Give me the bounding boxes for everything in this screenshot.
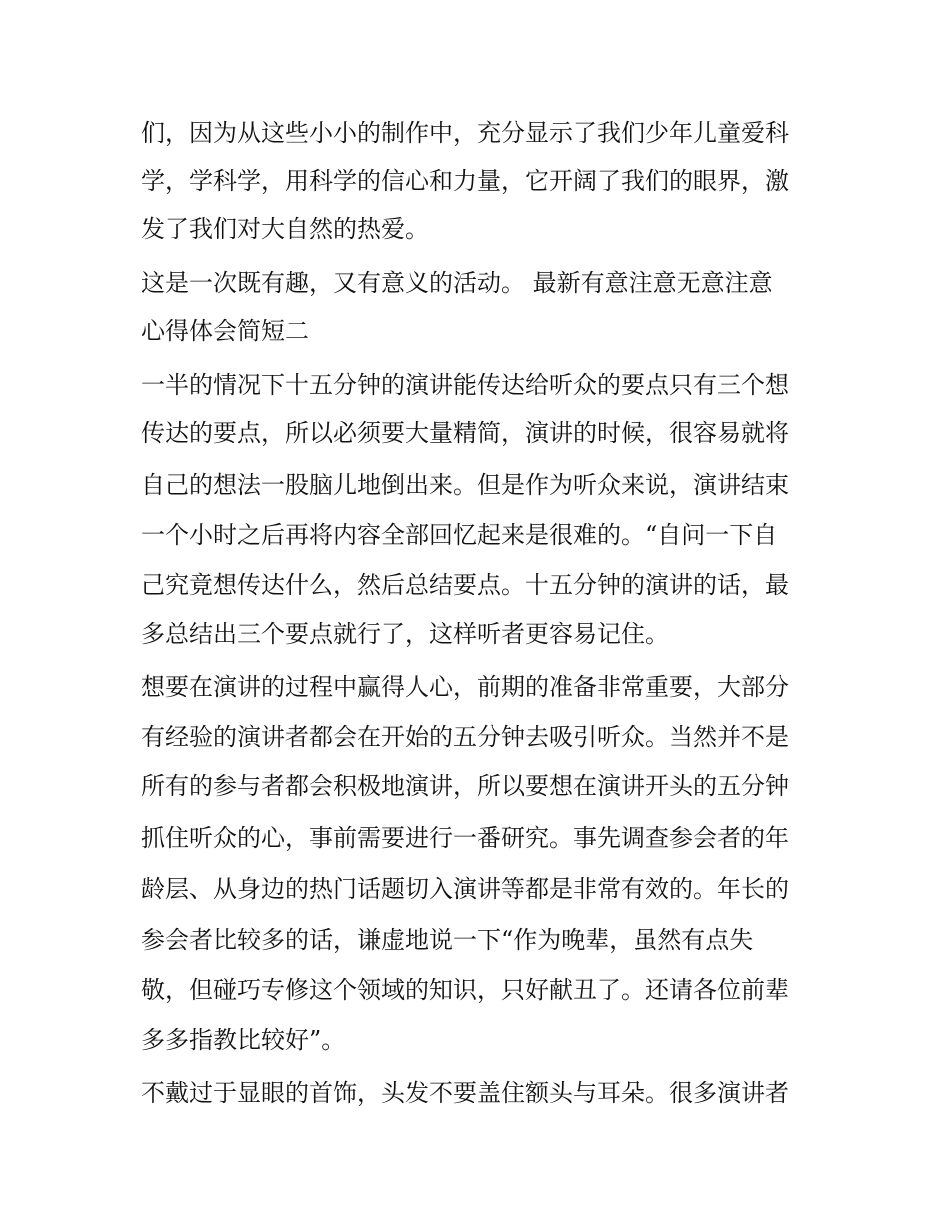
- text-line: 己究竟想传达什么，然后总结要点。十五分钟的演讲的话，最: [141, 571, 789, 599]
- text-line: 自己的想法一股脑儿地倒出来。但是作为听众来说，演讲结束: [141, 471, 789, 499]
- text-line: 一个小时之后再将内容全部回忆起来是很难的。“自问一下自: [141, 521, 778, 549]
- text-line: 们，因为从这些小小的制作中，充分显示了我们少年儿童爱科: [141, 119, 789, 147]
- text-line: 传达的要点，所以必须要大量精简，演讲的时候，很容易就将: [141, 419, 789, 447]
- text-line: 想要在演讲的过程中赢得人心，前期的准备非常重要，大部分: [141, 673, 789, 701]
- text-line: 龄层、从身边的热门话题切入演讲等都是非常有效的。年长的: [141, 875, 789, 903]
- text-line: 多多指教比较好”。: [141, 1026, 346, 1054]
- text-line: 不戴过于显眼的首饰，头发不要盖住额头与耳朵。很多演讲者: [141, 1079, 789, 1107]
- text-line: 敬，但碰巧专修这个领域的知识，只好献丑了。还请各位前辈: [141, 976, 789, 1004]
- text-line: 有经验的演讲者都会在开始的五分钟去吸引听众。当然并不是: [141, 723, 789, 751]
- text-line: 抓住听众的心，事前需要进行一番研究。事先调查参会者的年: [141, 824, 789, 852]
- text-line: 发了我们对大自然的热爱。: [141, 215, 429, 243]
- text-line: 学，学科学，用科学的信心和力量，它开阔了我们的眼界，激: [141, 167, 789, 195]
- text-line: 多总结出三个要点就行了，这样听者更容易记住。: [141, 620, 669, 648]
- text-line: 参会者比较多的话，谦虚地说一下“作为晚辈，虽然有点失: [141, 926, 754, 954]
- section-heading: 心得体会简短二: [141, 317, 309, 345]
- text-line: 一半的情况下十五分钟的演讲能传达给听众的要点只有三个想: [141, 371, 789, 399]
- text-line: 这是一次既有趣，又有意义的活动。 最新有意注意无意注意: [141, 269, 773, 297]
- text-line: 所有的参与者都会积极地演讲，所以要想在演讲开头的五分钟: [141, 772, 789, 800]
